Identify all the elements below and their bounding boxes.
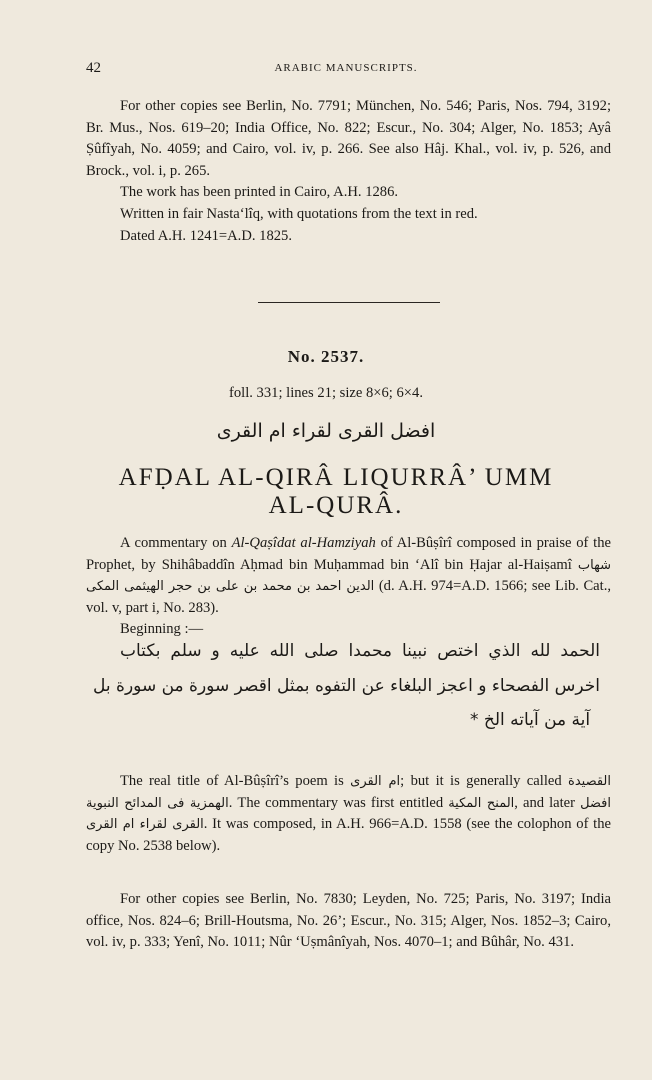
entry-title-line-1: AFḌAL AL-QIRÂ LIQURRÂ’ UMM — [118, 464, 554, 491]
previous-entry-notes — [86, 96, 611, 247]
later-title-arabic: افضل القرى لقراء ام القرى — [86, 795, 612, 833]
title-text-e: . It was composed, in A.H. 966=A.D. 1558 (see the colophon of the copy No. 2538 below). — [86, 816, 611, 854]
commentary-text-b: of Al-Bûṣîrî composed in praise of the Prophet, by Shihâbaddîn Aḥmad bin Muḥammad bin ‘Alî bin Ḥajar al-Haiṣamî — [86, 535, 612, 573]
title-text-a: The real title of Al-Bûṣîrî’s poem is — [120, 773, 344, 789]
beginning-label: Beginning :— — [120, 621, 204, 637]
commentary-text-a: A commentary on — [120, 535, 232, 551]
copies-paragraph-block — [86, 889, 611, 954]
beginning-arabic-line-2: اخرس الفصحاء و اعجز البلغاء عن التفوه بمثل اقصر سورة من سورة بل — [93, 676, 600, 696]
first-title-arabic: المنح المكية — [448, 795, 515, 811]
page-number: 42 — [86, 60, 101, 76]
entry-number: No. 2537. — [287, 347, 365, 366]
running-title: ARABIC MANUSCRIPTS. — [274, 62, 418, 74]
script-note: Written in fair Nasta‘lîq, with quotations from the text in red. — [120, 205, 478, 222]
title-paragraph — [86, 771, 611, 857]
other-copies-paragraph: For other copies see Berlin, No. 7791; München, No. 546; Paris, Nos. 794, 3192; Br. Mus., Nos. 619–20; India Office, No. 822; Escur., No. 304; Alger, No. 1853; Ayâ Ṣûfîyah, No. 4059; and Cairo, vol. iv, p. 266. See also Hâj. Khal., vol. iv, p. 526, and Brock., vol. i, p. 265. — [86, 98, 611, 179]
page-header — [86, 60, 606, 80]
title-text-c: . The commentary was first entitled — [228, 794, 444, 811]
work-title: Al-Qaṣîdat al-Hamziyah — [231, 535, 376, 551]
poem-title-arabic: ام القرى — [350, 774, 401, 789]
common-title-arabic: القصيدة الهمزية فى المدائح النبوية — [86, 774, 611, 811]
entry-title — [60, 464, 612, 520]
beginning-label-block — [86, 619, 611, 641]
date-note: Dated A.H. 1241=A.D. 1825. — [120, 227, 292, 244]
folio-info: foll. 331; lines 21; size 8×6; 6×4. — [228, 385, 423, 401]
arabic-title: افضل القرى لقراء ام القرى — [216, 420, 436, 442]
beginning-arabic-line-3: آية من آياته الخ * — [470, 710, 591, 730]
title-text-d: , and later — [514, 794, 576, 811]
commentary-text-c: (d. A.H. 974=A.D. 1566; see Lib. Cat., vol. v, part i, No. 283). — [86, 578, 612, 616]
commentary-paragraph — [86, 533, 611, 619]
beginning-arabic-line-1: الحمد لله الذي اختص نبينا محمدا صلى الله عليه و سلم بكتاب — [120, 641, 600, 661]
section-divider — [258, 302, 440, 303]
title-text-b: ; but it is generally called — [400, 773, 562, 789]
entry-title-line-2: AL-QURÂ. — [268, 492, 404, 519]
printed-note: The work has been printed in Cairo, A.H. 1286. — [120, 184, 399, 201]
other-copies-list: For other copies see Berlin, No. 7830; Leyden, No. 725; Paris, No. 3197; India office, Nos. 824–6; Brill-Houtsma, No. 26’; Escur., No. 315; Alger, Nos. 1852–3; Cairo, vol. iv, p. 333; Yenî, No. 1011; Nûr ‘Uṣmânîyah, Nos. 4070–1; and Bûhâr, No. 431. — [86, 891, 611, 951]
author-arabic-name: شهاب الدين احمد بن محمد بن على بن حجر الهيثمى المكى — [86, 557, 612, 595]
